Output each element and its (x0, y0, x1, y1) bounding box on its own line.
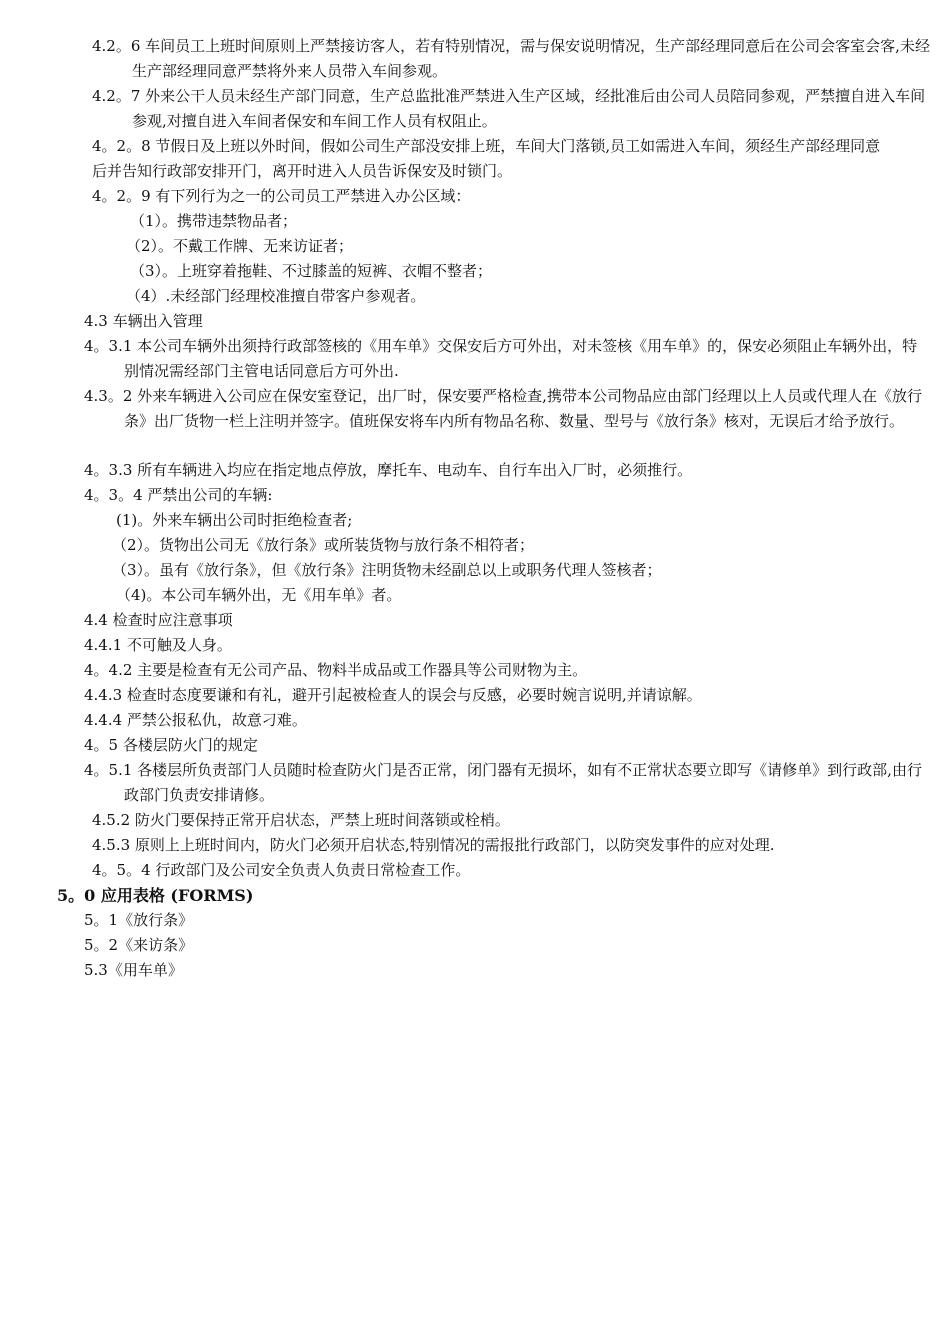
clause-4-2-9-item-4: （4）.未经部门经理校准擅自带客户参观者。 (126, 287, 426, 305)
section-5-0-heading: 5。0 应用表格 (FORMS) (57, 886, 254, 905)
clause-4-2-7: 4.2。7 外来公干人员未经生产部门同意，生产总监批准严禁进入生产区域，经批准后由公司人员陪同参观，严禁擅自进入车间参观,对擅自进入车间者保安和车间工作人员有权阻止。 (92, 87, 926, 130)
clause-4-3-1: 4。3.1 本公司车辆外出须持行政部签核的《用车单》交保安后方可外出，对未签核《用车单》的，保安必须阻止车辆外出，特别情况需经部门主管电话同意后方可外出. (84, 337, 918, 380)
clause-4-5-1: 4。5.1 各楼层所负责部门人员随时检查防火门是否正常，闭门器有无损坏，如有不正常状态要立即写《请修单》到行政部,由行政部门负责安排请修。 (84, 761, 922, 804)
clause-4-4-4: 4.4.4 严禁公报私仇，故意刁难。 (84, 711, 307, 729)
clause-4-2-9: 4。2。9 有下列行为之一的公司员工严禁进入办公区域： (92, 187, 471, 205)
clause-4-2-8: 4。2。8 节假日及上班以外时间，假如公司生产部没安排上班，车间大门落锁,员工如需进入车间，须经生产部经理同意后并告知行政部安排开门，离开时进入人员告诉保安及时锁门。 (92, 137, 881, 180)
clause-4-2-6: 4.2。6 车间员工上班时间原则上严禁接访客人，若有特别情况，需与保安说明情况，生产部经理同意后在公司会客室会客,未经生产部经理同意严禁将外来人员带入车间参观。 (92, 37, 930, 80)
clause-4-3-4-item-3: （3）。虽有《放行条》，但《放行条》注明货物未经副总以上或职务代理人签核者； (112, 561, 662, 579)
clause-4-5-4: 4。5。4 行政部门及公司安全负责人负责日常检查工作。 (92, 861, 471, 879)
form-item-5-1: 5。1《放行条》 (84, 911, 194, 929)
clause-4-4-1: 4.4.1 不可触及人身。 (84, 636, 232, 654)
clause-4-5-3: 4.5.3 原则上上班时间内，防火门必须开启状态,特别情况的需报批行政部门，以防突发事件的应对处理. (92, 836, 775, 854)
form-item-5-3: 5.3《用车单》 (84, 961, 183, 979)
clause-4-3-4: 4。3。4 严禁出公司的车辆: (84, 486, 273, 504)
clause-4-2-9-item-2: （2）。不戴工作牌、无来访证者； (126, 237, 354, 255)
form-item-5-2: 5。2《来访条》 (84, 936, 194, 954)
clause-4-3-3: 4。3.3 所有车辆进入均应在指定地点停放，摩托车、电动车、自行车出入厂时，必须推行。 (84, 461, 693, 479)
clause-4-2-9-item-3: （3）。上班穿着拖鞋、不过膝盖的短裤、衣帽不整者； (130, 262, 493, 280)
clause-4-2-9-item-1: （1）。携带违禁物品者； (130, 212, 298, 230)
clause-4-3-4-item-2: （2）。货物出公司无《放行条》或所装货物与放行条不相符者； (112, 536, 535, 554)
clause-4-4-3: 4.4.3 检查时态度要谦和有礼，避开引起被检查人的误会与反感，必要时婉言说明,并请谅解。 (84, 686, 702, 704)
clause-4-4-2: 4。4.2 主要是检查有无公司产品、物料半成品或工作器具等公司财物为主。 (84, 661, 588, 679)
section-4-5-heading: 4。5 各楼层防火门的规定 (84, 736, 258, 754)
clause-4-3-2: 4.3。2 外来车辆进入公司应在保安室登记，出厂时，保安要严格检查,携带本公司物品应由部门经理以上人员或代理人在《放行条》出厂货物一栏上注明并签字。值班保安将车内所有物品名称、数量、型号与《放行条》核对，无误后才给予放行。 (84, 387, 922, 430)
clause-4-5-2: 4.5.2 防火门要保持正常开启状态，严禁上班时间落锁或栓梢。 (92, 811, 510, 829)
section-4-3-heading: 4.3 车辆出入管理 (84, 312, 203, 330)
section-4-4-heading: 4.4 检查时应注意事项 (84, 611, 233, 629)
clause-4-3-4-item-1: (1)。外来车辆出公司时拒绝检查者; (116, 511, 353, 529)
clause-4-3-4-item-4: （4)。本公司车辆外出，无《用车单》者。 (116, 586, 402, 604)
